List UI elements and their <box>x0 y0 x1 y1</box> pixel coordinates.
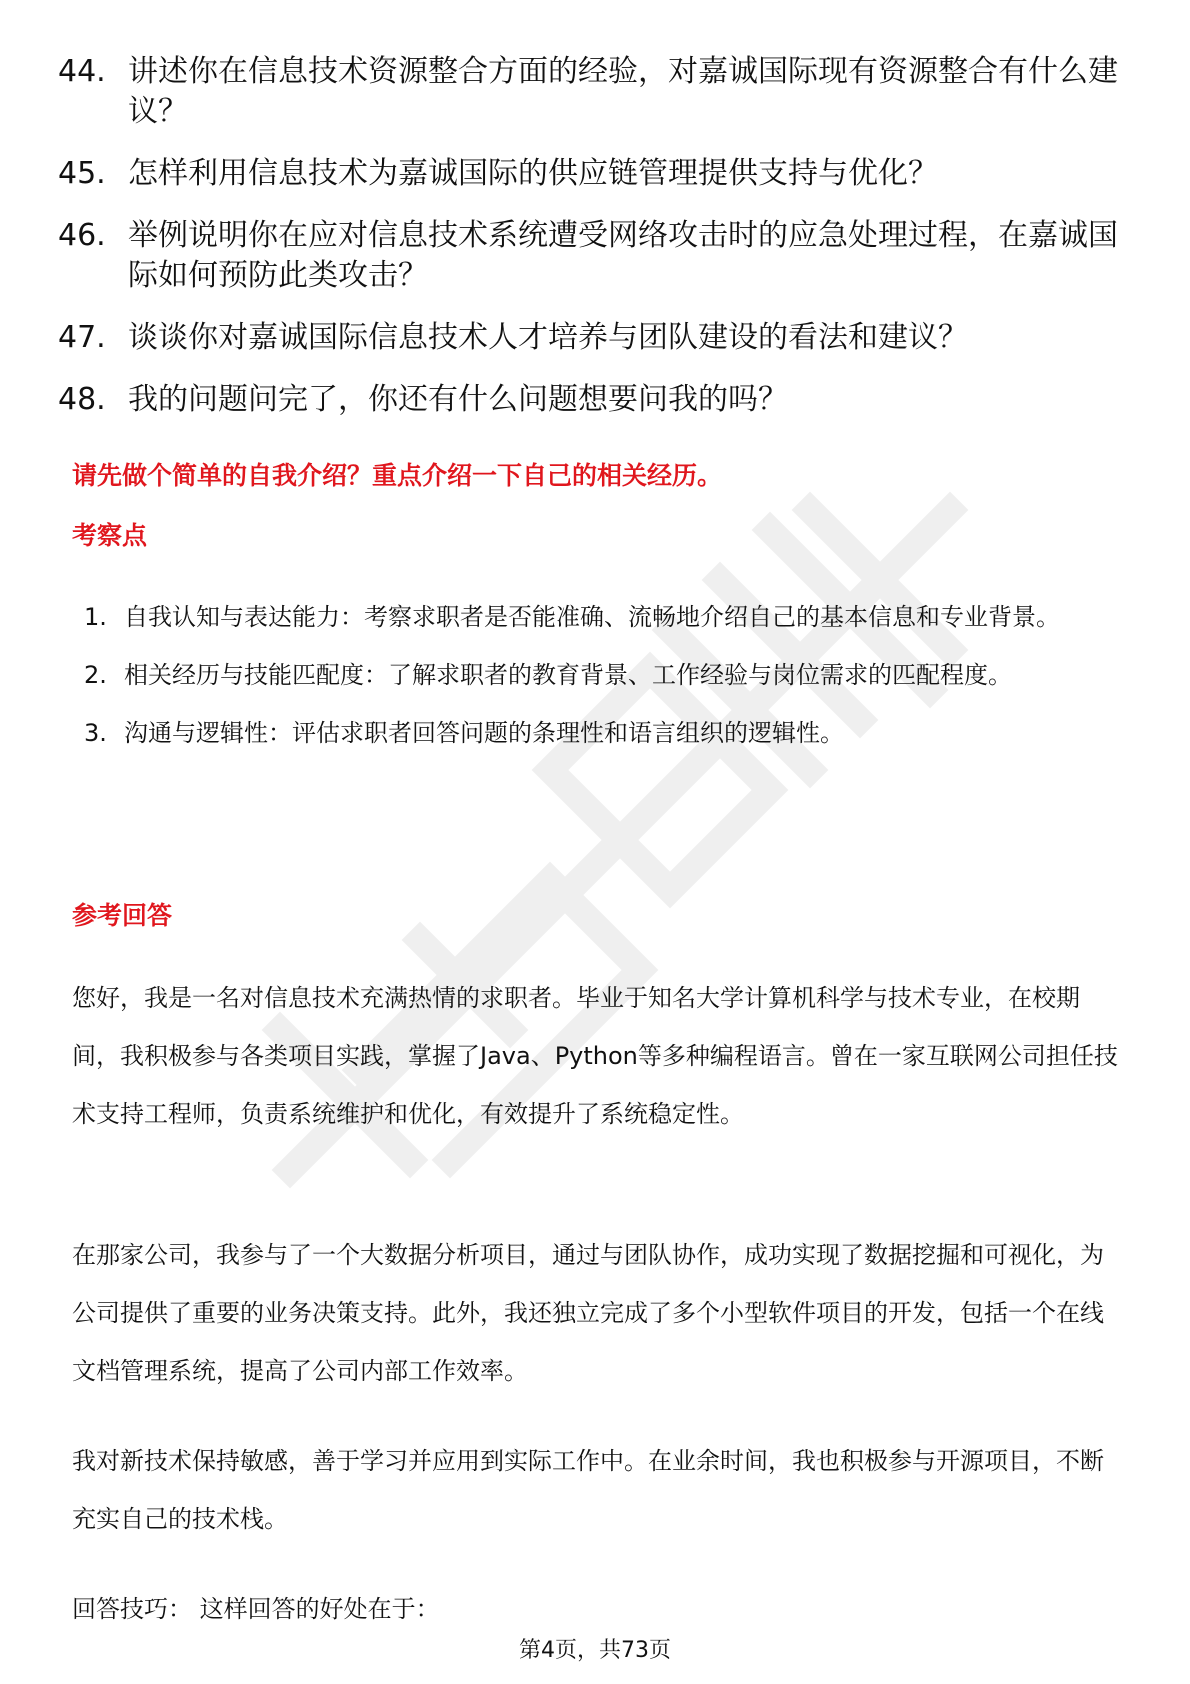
list-number: 1. <box>84 603 107 631</box>
question-item <box>58 380 1118 420</box>
question-list <box>58 52 1118 442</box>
cankao-heading: 参考回答 <box>72 901 173 930</box>
question-text: 怎样利用信息技术为嘉诚国际的供应链管理提供支持与优化？ <box>128 156 938 191</box>
question-number: 46. <box>58 218 106 253</box>
question-item <box>58 216 1118 296</box>
question-number: 44. <box>58 54 106 89</box>
section-question-title: 请先做个简单的自我介绍？重点介绍一下自己的相关经历。 <box>72 461 723 490</box>
question-number: 48. <box>58 382 106 417</box>
question-text: 举例说明你在应对信息技术系统遭受网络攻击时的应急处理过程，在嘉诚国际如何预防此类攻击？ <box>128 218 1118 293</box>
list-text: 沟通与逻辑性：评估求职者回答问题的条理性和语言组织的逻辑性。 <box>124 719 844 747</box>
question-item <box>58 52 1118 132</box>
list-number: 3. <box>84 719 107 747</box>
page-footer: 第4页，共73页 <box>519 1638 671 1663</box>
question-text: 我的问题问完了，你还有什么问题想要问我的吗？ <box>128 382 788 417</box>
list-item <box>84 588 1124 646</box>
question-item <box>58 154 1118 194</box>
question-number: 47. <box>58 320 106 355</box>
list-text: 相关经历与技能匹配度：了解求职者的教育背景、工作经验与岗位需求的匹配程度。 <box>124 661 1012 689</box>
answer-tip: 回答技巧： 这样回答的好处在于： <box>72 1595 440 1623</box>
answer-paragraph: 您好，我是一名对信息技术充满热情的求职者。毕业于知名大学计算机科学与技术专业，在校期间，我积极参与各类项目实践，掌握了Java、Python等多种编程语言。曾在一家互联网公司担任技术支持工程师，负责系统维护和优化，有效提升了系统稳定性。 <box>72 984 1118 1128</box>
answer-paragraph: 我对新技术保持敏感，善于学习并应用到实际工作中。在业余时间，我也积极参与开源项目，不断充实自己的技术栈。 <box>72 1447 1104 1533</box>
list-text: 自我认知与表达能力：考察求职者是否能准确、流畅地介绍自己的基本信息和专业背景。 <box>124 603 1060 631</box>
kaocha-heading: 考察点 <box>72 521 148 550</box>
question-number: 45. <box>58 156 106 191</box>
assessment-points-list <box>84 588 1124 762</box>
question-item <box>58 318 1118 358</box>
question-text: 谈谈你对嘉诚国际信息技术人才培养与团队建设的看法和建议？ <box>128 320 968 355</box>
list-item <box>84 704 1124 762</box>
answer-paragraph: 在那家公司，我参与了一个大数据分析项目，通过与团队协作，成功实现了数据挖掘和可视化，为公司提供了重要的业务决策支持。此外，我还独立完成了多个小型软件项目的开发，包括一个在线文档管理系统，提高了公司内部工作效率。 <box>72 1241 1104 1385</box>
question-text: 讲述你在信息技术资源整合方面的经验，对嘉诚国际现有资源整合有什么建议？ <box>128 54 1118 129</box>
list-number: 2. <box>84 661 107 689</box>
list-item <box>84 646 1124 704</box>
